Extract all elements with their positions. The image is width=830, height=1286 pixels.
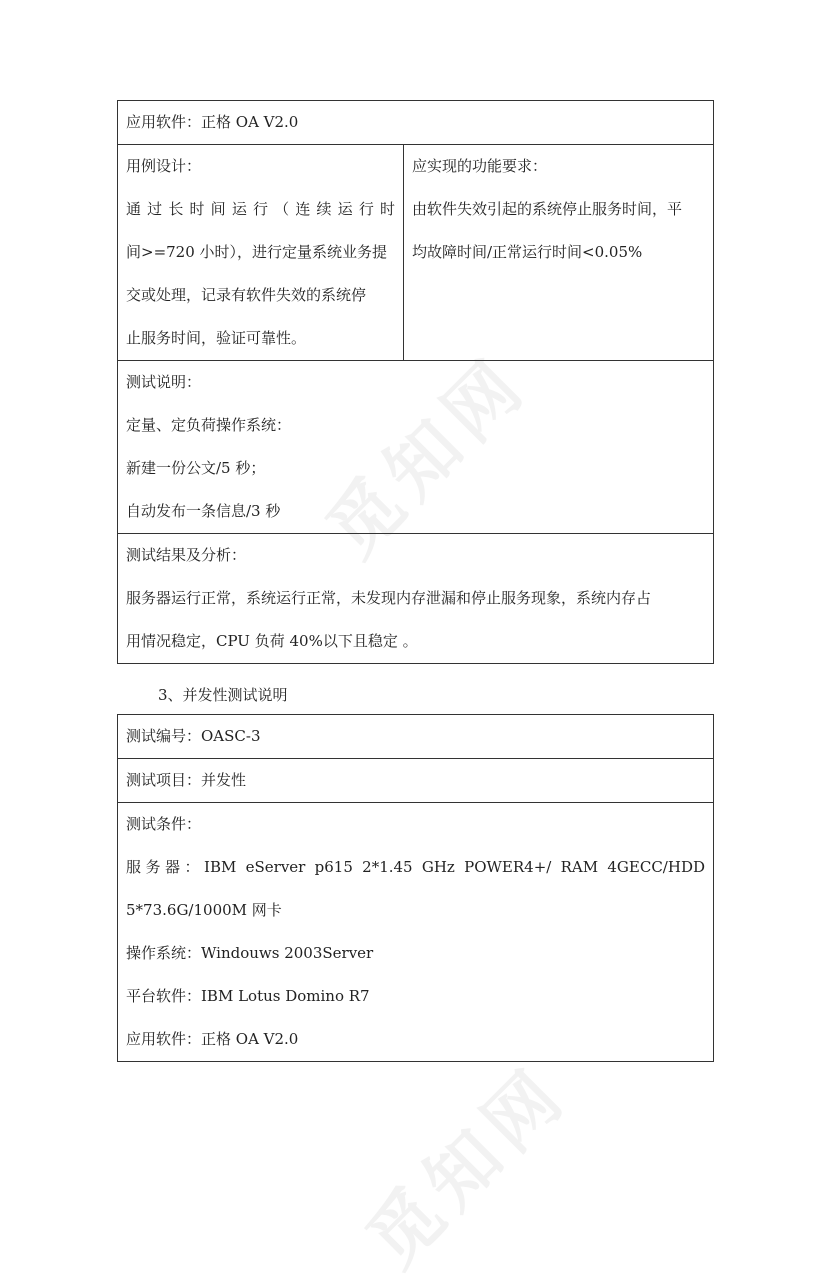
- usecase-label: 用例设计：: [126, 157, 202, 175]
- test-desc-line: 新建一份公文/5 秒；: [126, 459, 266, 477]
- watermark: 觅知网: [350, 1049, 584, 1283]
- test-desc-line: 自动发布一条信息/3 秒: [126, 502, 281, 520]
- table-row: [118, 101, 714, 145]
- table-row: [118, 759, 714, 803]
- requirement-cell: [404, 145, 714, 361]
- app-software-cell: [118, 101, 714, 145]
- test-id-text: 测试编号：OASC-3: [126, 727, 261, 745]
- usecase-line: 交或处理，记录有软件失效的系统停: [126, 286, 367, 304]
- result-cell: [118, 534, 714, 664]
- os-line: 操作系统：Windouws 2003Server: [126, 944, 374, 962]
- usecase-line: 通过长时间运行（连续运行时: [126, 200, 395, 218]
- requirement-label: 应实现的功能要求：: [412, 157, 548, 175]
- requirement-line: 由软件失效引起的系统停止服务时间，平: [412, 200, 683, 218]
- server-line: 服务器：IBM eServer p615 2*1.45 GHz POWER4+/ RAM 4GECC/HDD: [126, 858, 705, 876]
- result-line: 用情况稳定，CPU 负荷 40%以下且稳定 。: [126, 632, 418, 650]
- test-item-cell: [118, 759, 714, 803]
- app-software-text: 应用软件：正格 OA V2.0: [126, 113, 299, 131]
- table-row: [118, 145, 714, 361]
- server-line: 5*73.6G/1000M 网卡: [126, 901, 282, 919]
- platform-line: 平台软件：IBM Lotus Domino R7: [126, 987, 370, 1005]
- concurrency-test-table: [117, 714, 714, 1062]
- app-line: 应用软件：正格 OA V2.0: [126, 1030, 299, 1048]
- result-line: 服务器运行正常，系统运行正常，未发现内存泄漏和停止服务现象，系统内存占: [126, 589, 652, 607]
- conditions-label: 测试条件：: [126, 815, 202, 833]
- usecase-line: 间>=720 小时），进行定量系统业务提: [126, 243, 388, 261]
- reliability-test-table: [117, 100, 714, 664]
- test-desc-line: 定量、定负荷操作系统：: [126, 416, 292, 434]
- table-row: [118, 803, 714, 1062]
- test-id-cell: [118, 715, 714, 759]
- section-heading: 3、并发性测试说明: [158, 686, 288, 704]
- requirement-line: 均故障时间/正常运行时间<0.05%: [412, 243, 643, 261]
- table-row: [118, 534, 714, 664]
- usecase-line: 止服务时间，验证可靠性。: [126, 329, 307, 347]
- result-label: 测试结果及分析：: [126, 546, 247, 564]
- table-row: [118, 715, 714, 759]
- test-desc-cell: [118, 361, 714, 534]
- test-item-text: 测试项目：并发性: [126, 771, 247, 789]
- conditions-cell: [118, 803, 714, 1062]
- usecase-cell: [118, 145, 404, 361]
- table-row: [118, 361, 714, 534]
- test-desc-label: 测试说明：: [126, 373, 202, 391]
- watermark: 觅知网: [310, 339, 544, 573]
